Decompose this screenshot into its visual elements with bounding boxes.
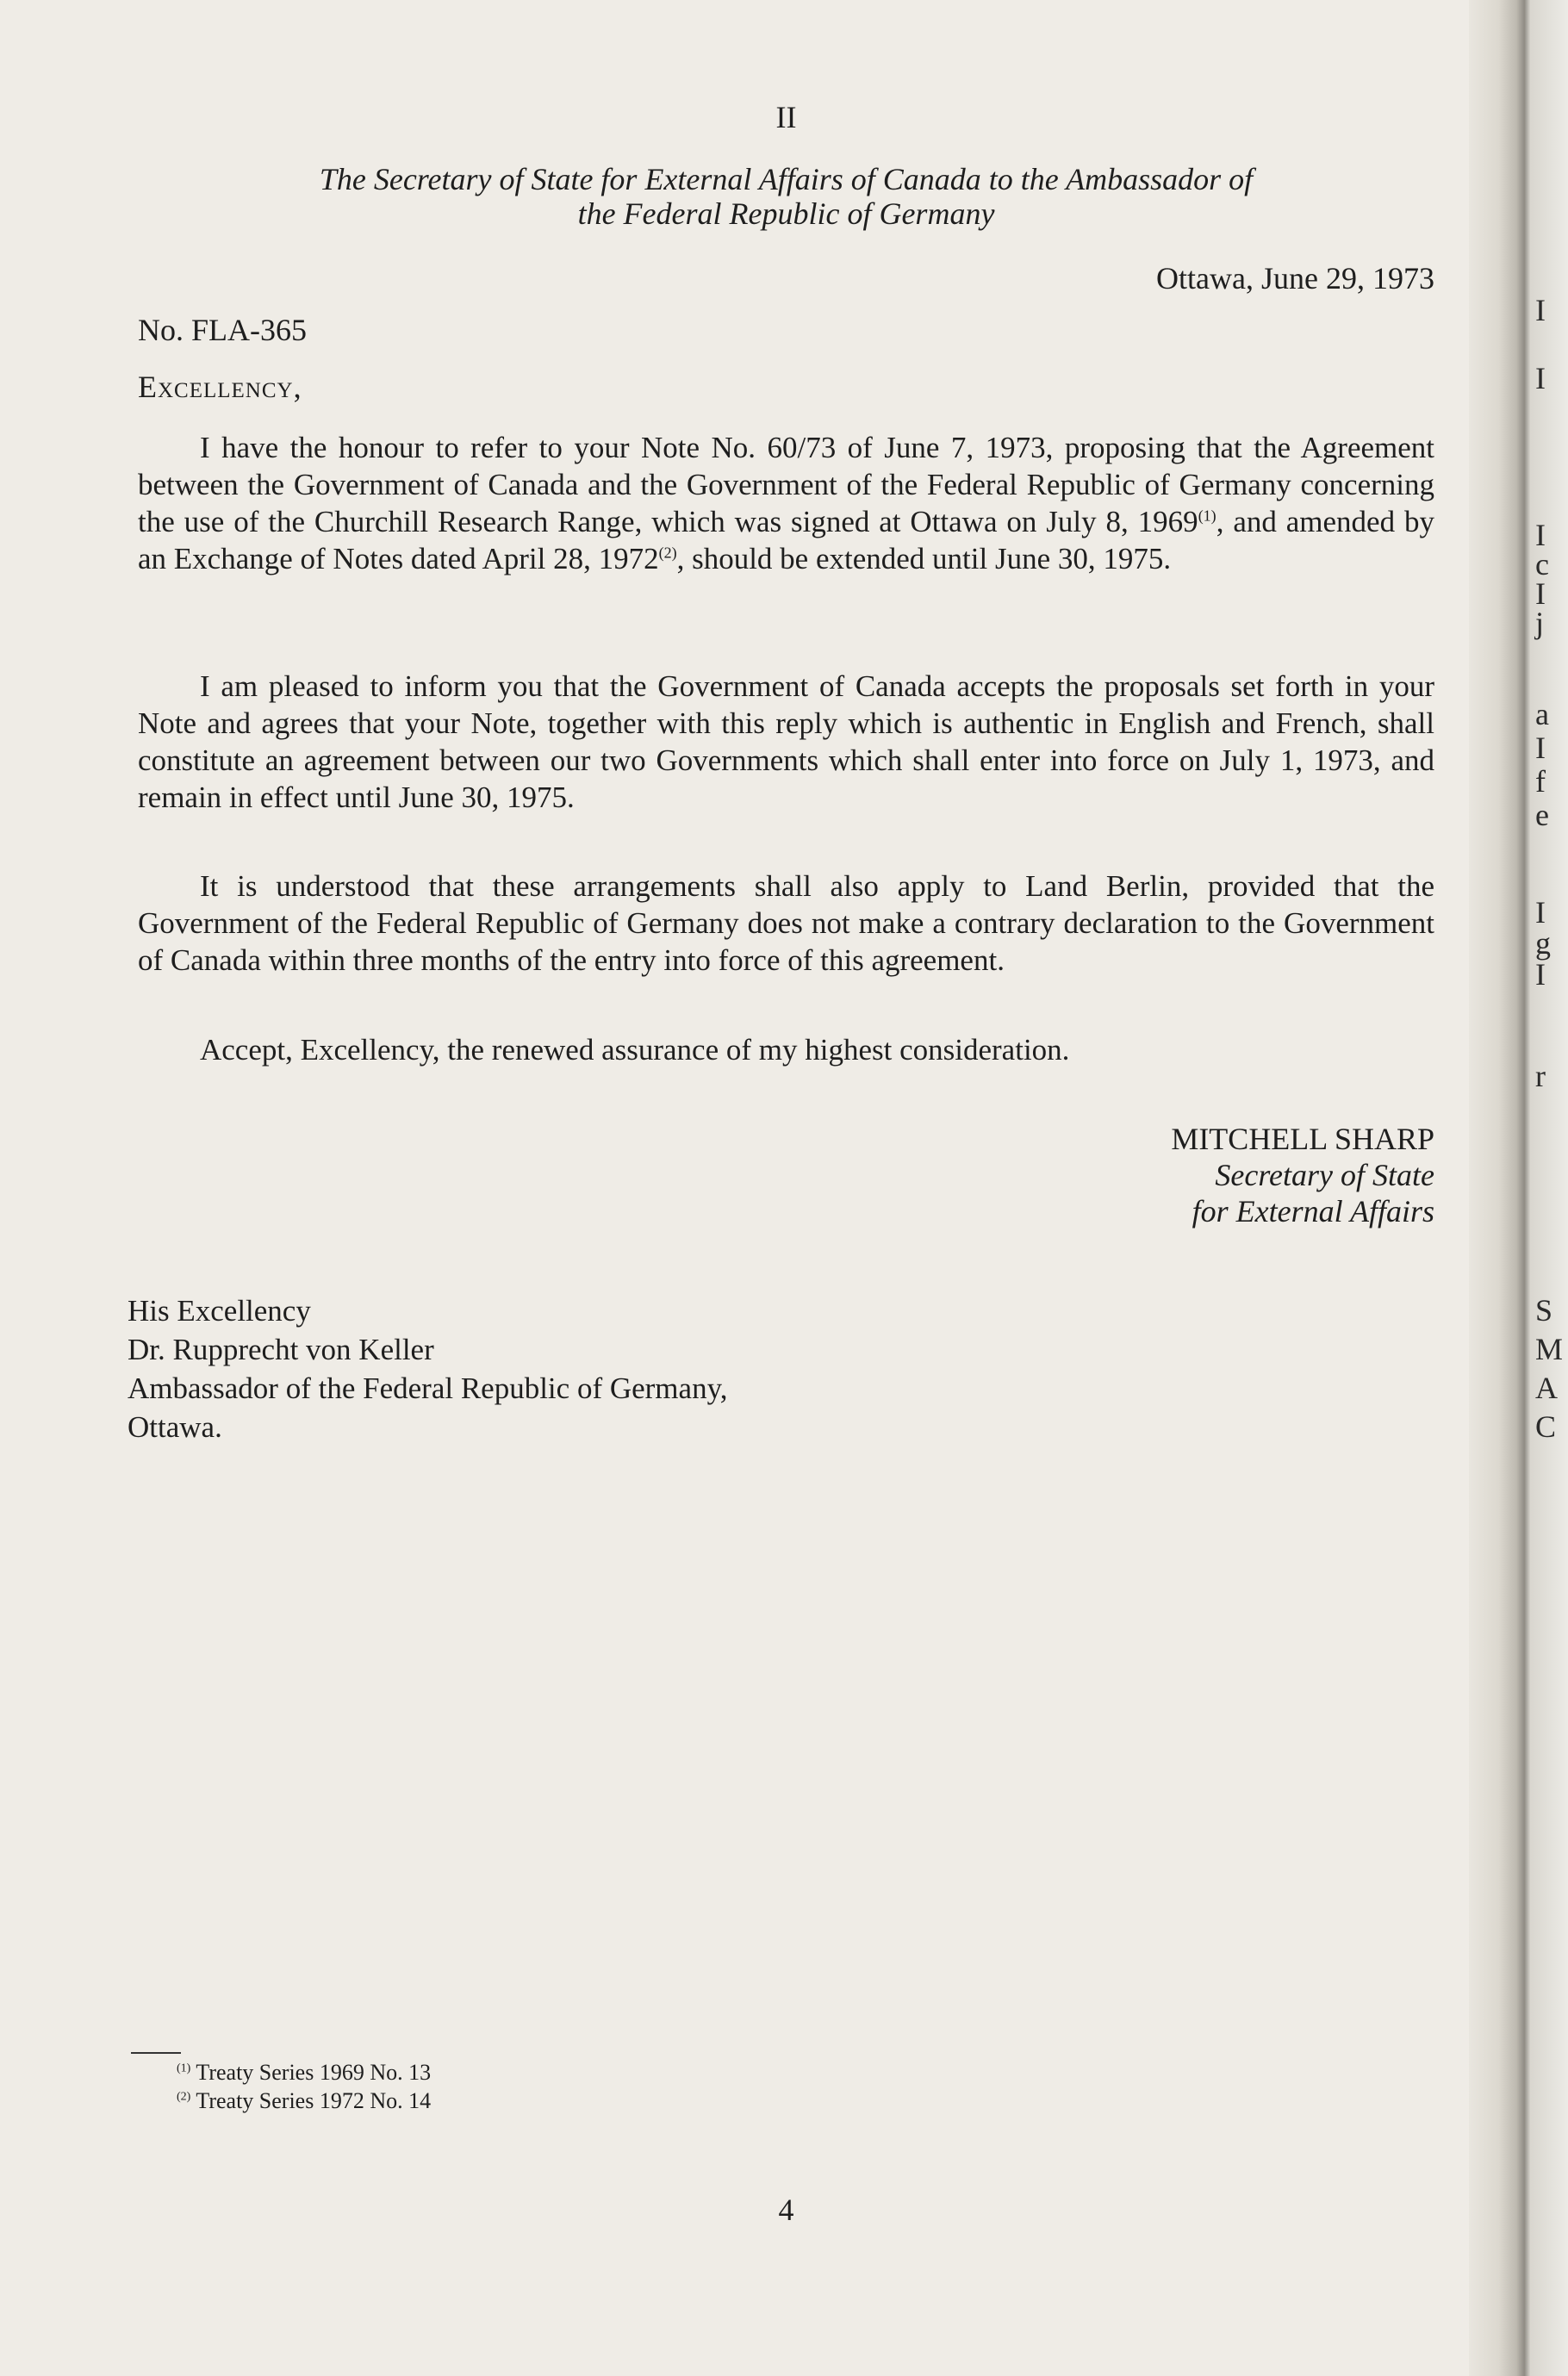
edge-letter: g [1535,926,1551,961]
edge-letter: S [1535,1293,1553,1328]
title-line-2: the Federal Republic of Germany [577,196,995,231]
edge-letter: M [1535,1332,1564,1366]
paragraph-1-text-c: , should be extended until June 30, 1975. [676,542,1172,575]
section-numeral: II [775,100,797,134]
addressee-line-4: Ottawa. [128,1410,222,1444]
addressee-line-1: His Excellency [128,1294,311,1328]
footnote-1 [177,2059,431,2087]
edge-letter: I [1535,361,1546,395]
paragraph-3: It is understood that these arrangements shall also apply to Land Berlin, provided that the Government of the Federal Republic of Germany does not make a contrary declaration to the Government of Canada within three months of the entry into force of this agreement. [138,869,1434,977]
paragraph-1-text-b: , and amended by an Exchange of Notes dated April 28, 1972 [138,505,1434,575]
edge-letter: I [1535,518,1546,552]
book-spine-shadow [1469,0,1568,2376]
edge-letter: e [1535,798,1549,832]
edge-letter: I [1535,576,1546,611]
title-line-1: The Secretary of State for External Affairs of Canada to the Ambassador of [319,162,1254,196]
edge-letter: r [1535,1059,1546,1093]
signatory-title-2: for External Affairs [1192,1194,1434,1228]
edge-letter: I [1535,895,1546,930]
edge-letter: I [1535,293,1546,327]
paragraph-1 [138,429,1434,577]
letter-date: Ottawa, June 29, 1973 [1156,261,1434,295]
edge-letter: a [1535,697,1549,731]
footnote-2-text: Treaty Series 1972 No. 14 [196,2088,432,2113]
footnote-divider [131,2052,181,2054]
footnote-ref-2: (2) [658,544,677,562]
signatory-title-1: Secretary of State [1215,1158,1434,1192]
edge-letter: C [1535,1409,1557,1444]
edge-letter: I [1535,731,1546,765]
footnote-2-mark: (2) [177,2090,191,2104]
footnote-1-mark: (1) [177,2062,191,2075]
edge-letter: I [1535,957,1546,992]
addressee-line-2: Dr. Rupprecht von Keller [128,1333,434,1366]
edge-letter: f [1535,764,1546,799]
edge-letter: j [1535,606,1545,640]
paragraph-4: Accept, Excellency, the renewed assurance of my highest consideration. [200,1033,1070,1067]
signatory-name: MITCHELL SHARP [1171,1122,1434,1156]
footnote-1-text: Treaty Series 1969 No. 13 [196,2060,432,2085]
letter-number: No. FLA-365 [138,313,307,347]
salutation: Excellency, [138,370,302,404]
paragraph-2: I am pleased to inform you that the Government of Canada accepts the proposals set forth in your Note and agrees that your Note, together with this reply which is authentic in English and French, shall constitute an agreement between our two Governments which shall enter into force on July 1, 1973, and remain in effect until June 30, 1975. [138,669,1434,814]
addressee-line-3: Ambassador of the Federal Republic of Germany, [128,1371,728,1405]
page-number: 4 [778,2193,794,2227]
paragraph-1-text-a: I have the honour to refer to your Note No. 60/73 of June 7, 1973, proposing that the Agreement between the Government of Canada and the Government of the Federal Republic of Germany concerning the use of the Churchill Research Range, which was signed at Ottawa on July 8, 1969 [138,431,1434,538]
edge-letter: A [1535,1371,1558,1405]
footnote-ref-1: (1) [1198,507,1216,525]
footnote-2 [177,2087,431,2115]
edge-letter: c [1535,547,1549,582]
